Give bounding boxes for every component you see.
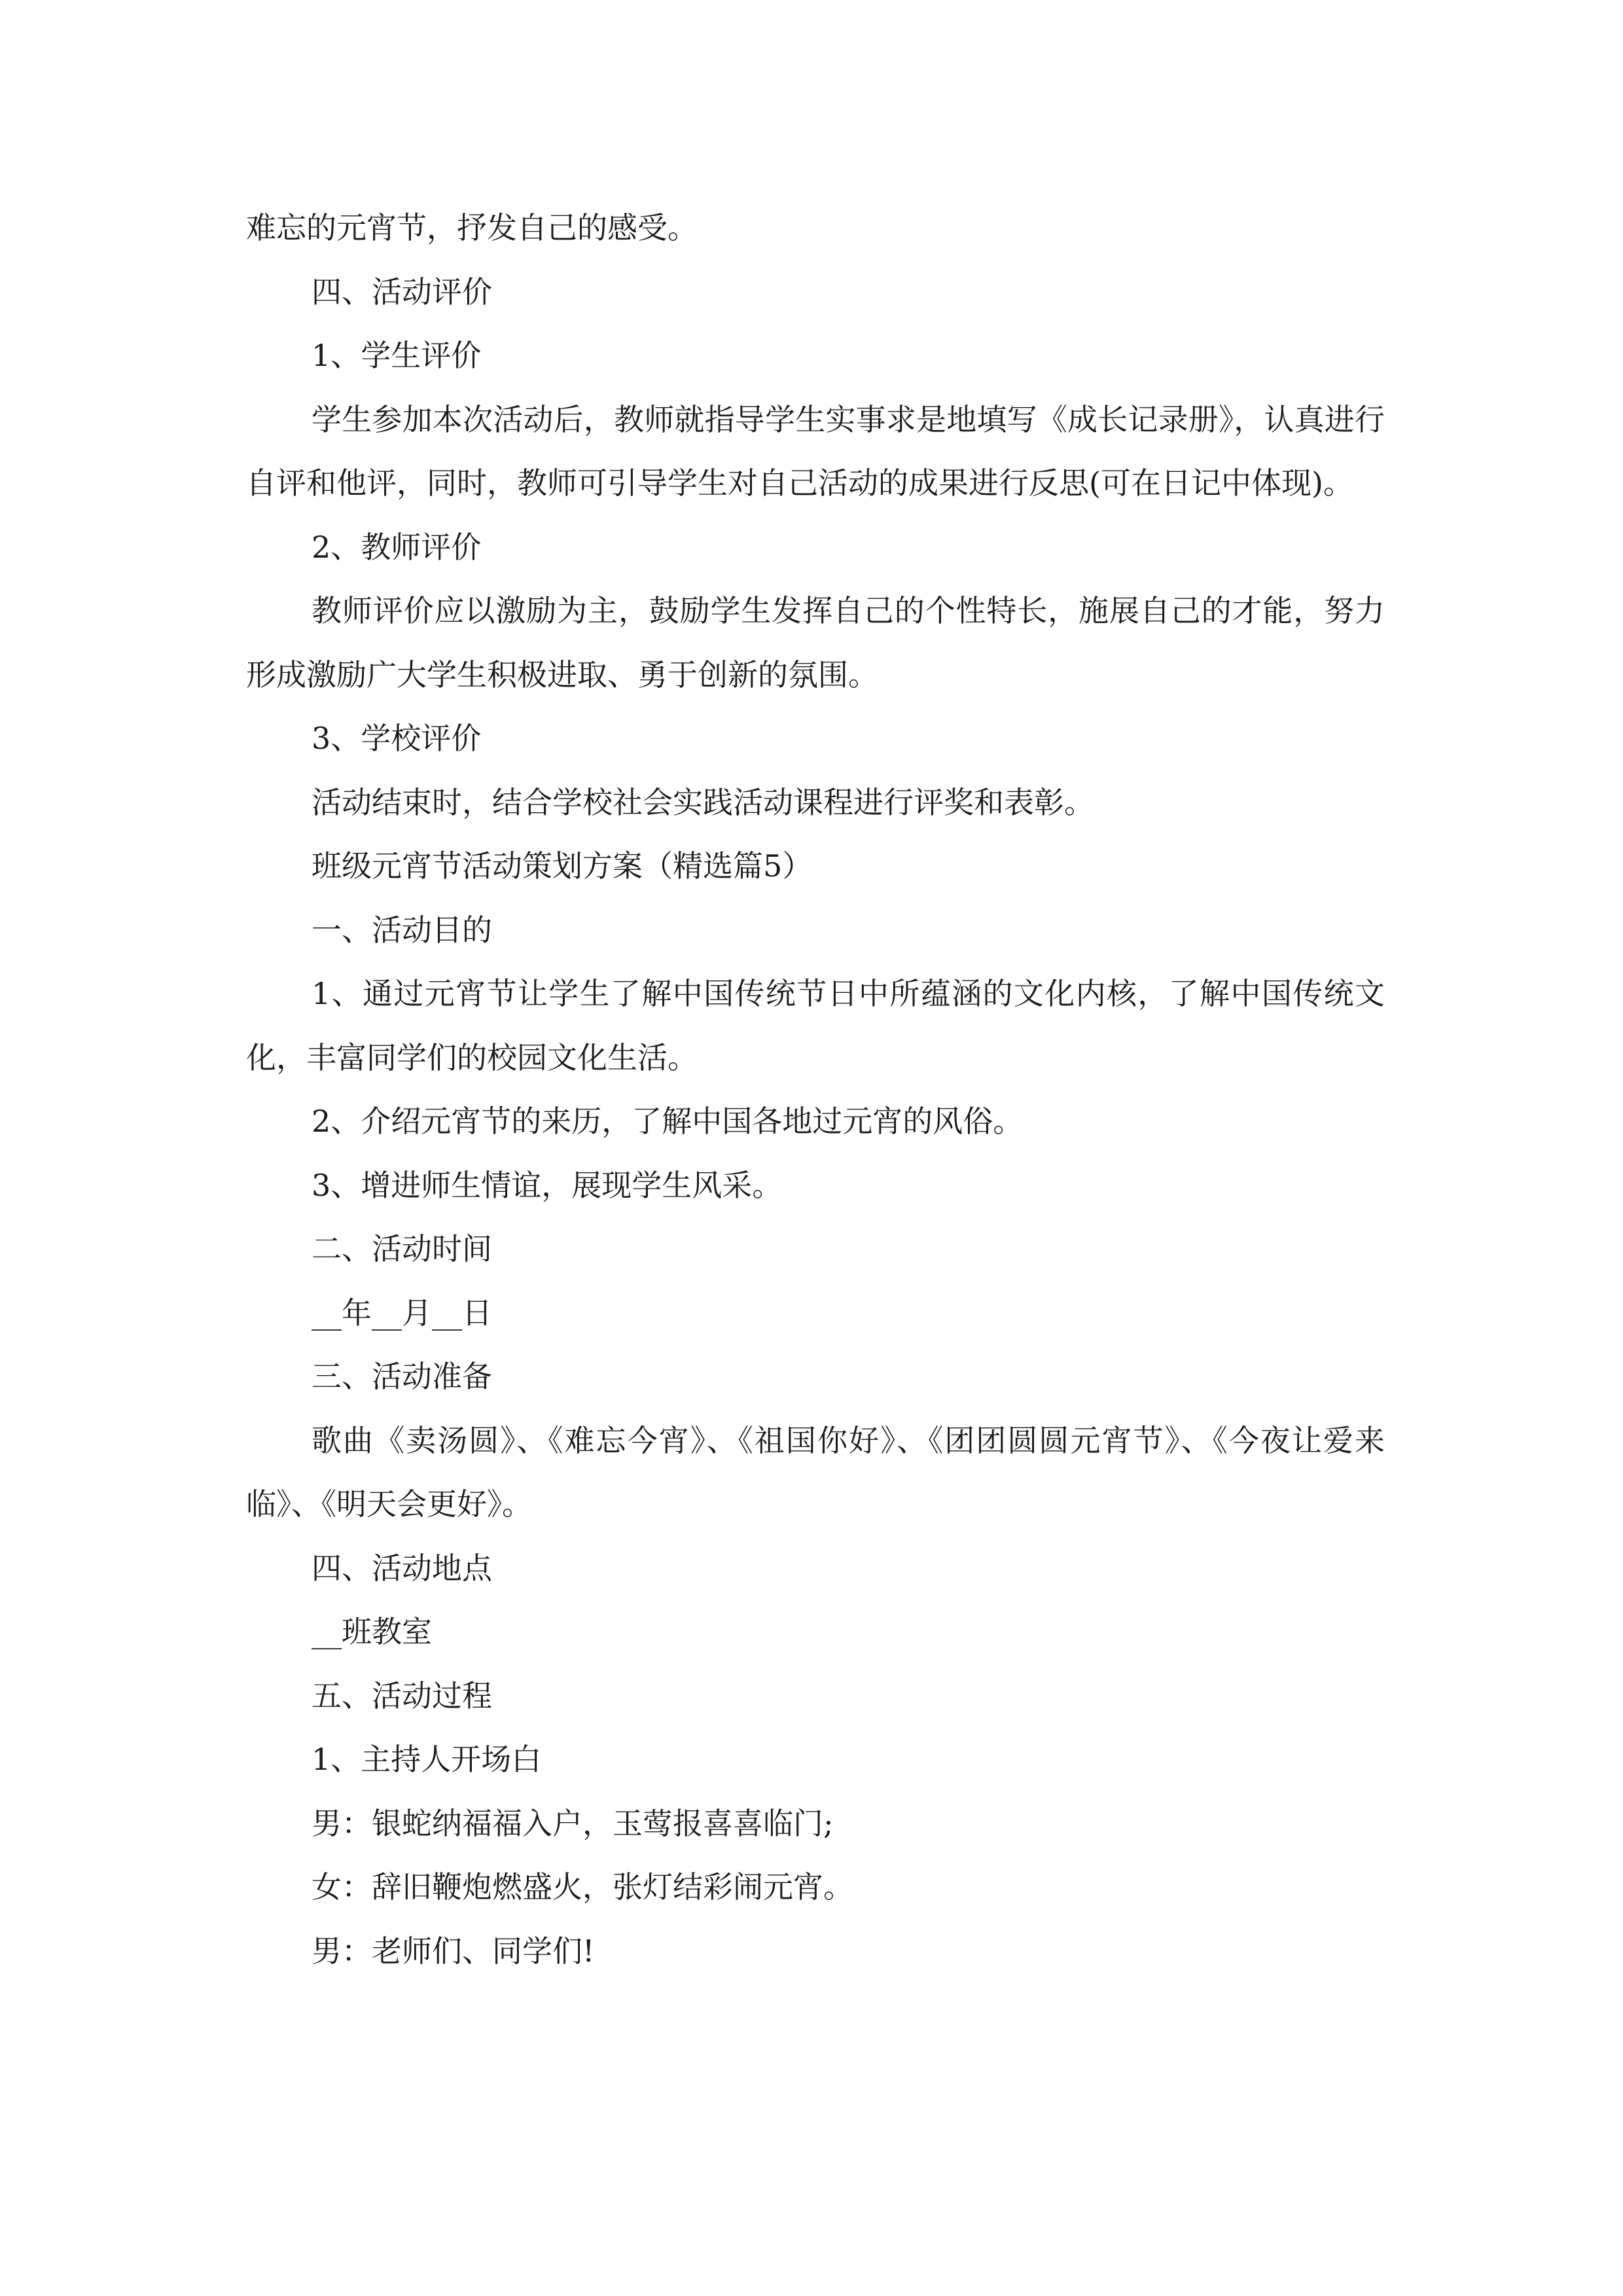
subheading-host-opening: 1、主持人开场白 [312, 1742, 542, 1777]
paragraph-school-evaluation: 活动结束时，结合学校社会实践活动课程进行评奖和表彰。 [312, 784, 1094, 820]
paragraph-continuation: 难忘的元宵节，抒发自己的感受。 [246, 210, 698, 245]
paragraph-student-evaluation: 学生参加本次活动后，教师就指导学生实事求是地填写《成长记录册》，认真进行自评和他评，同时，教师可引导学生对自己活动的成果进行反思(可在日记中体现)。 [246, 401, 1385, 501]
heading-activity-location: 四、活动地点 [312, 1550, 492, 1586]
section-title-plan-5: 班级元宵节活动策划方案（精选篇5） [312, 848, 813, 884]
paragraph-song-list: 歌曲《卖汤圆》、《难忘今宵》、《祖国你好》、《团团圆圆元宵节》、《今夜让爱来临》、《明天会更好》。 [246, 1422, 1385, 1522]
paragraph-purpose-3: 3、增进师生情谊，展现学生风采。 [312, 1167, 783, 1203]
paragraph-activity-date: __年__月__日 [312, 1295, 492, 1331]
heading-activity-process: 五、活动过程 [312, 1677, 492, 1713]
subheading-student-evaluation: 1、学生评价 [312, 338, 482, 373]
paragraph-purpose-2: 2、介绍元宵节的来历，了解中国各地过元宵的风俗。 [312, 1103, 1024, 1139]
dialogue-line-male-1: 男：银蛇纳福福入户，玉莺报喜喜临门; [312, 1805, 834, 1841]
subheading-teacher-evaluation: 2、教师评价 [312, 529, 482, 565]
dialogue-line-female-1: 女：辞旧鞭炮燃盛火，张灯结彩闹元宵。 [312, 1869, 853, 1905]
paragraph-teacher-evaluation: 教师评价应以激励为主，鼓励学生发挥自己的个性特长，施展自己的才能，努力形成激励广大学生积极进取、勇于创新的氛围。 [246, 593, 1385, 692]
paragraph-classroom: __班教室 [312, 1614, 432, 1649]
heading-activity-time: 二、活动时间 [312, 1231, 492, 1266]
heading-activity-purpose: 一、活动目的 [312, 912, 492, 948]
subheading-school-evaluation: 3、学校评价 [312, 721, 482, 756]
dialogue-line-male-2: 男：老师们、同学们! [312, 1933, 595, 1969]
heading-activity-preparation: 三、活动准备 [312, 1359, 492, 1394]
paragraph-purpose-1: 1、通过元宵节让学生了解中国传统节日中所蕴涵的文化内核，了解中国传统文化，丰富同学们的校园文化生活。 [246, 976, 1385, 1075]
document-body [246, 196, 1385, 1983]
heading-activity-evaluation: 四、活动评价 [312, 274, 492, 310]
